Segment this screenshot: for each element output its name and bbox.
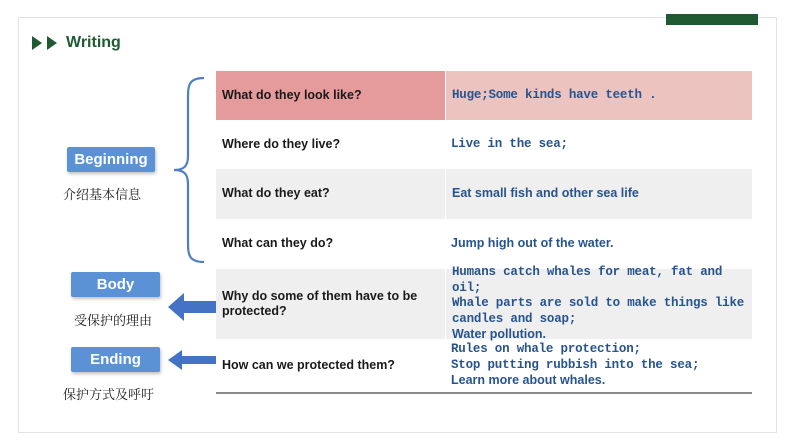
question-cell bbox=[216, 339, 445, 392]
curly-brace-icon bbox=[170, 76, 210, 264]
section-heading bbox=[32, 33, 121, 53]
table-row bbox=[216, 339, 752, 392]
answer-line: Humans catch whales for meat, fat and oil; bbox=[452, 265, 723, 295]
question-cell bbox=[216, 219, 445, 269]
answer-line: Live in the sea; bbox=[451, 136, 568, 151]
beginning-tag: Beginning bbox=[67, 147, 155, 172]
answer-line: Huge;Some kinds have teeth . bbox=[452, 87, 657, 102]
accent-bar bbox=[666, 14, 758, 25]
answer-line: Water pollution. bbox=[452, 327, 546, 342]
answer-line: Rules on whale protection; bbox=[451, 342, 641, 357]
answer-line: Stop putting rubbish into the sea; bbox=[451, 357, 700, 372]
table-bottom-rule bbox=[216, 392, 752, 394]
question-cell bbox=[216, 269, 445, 339]
heading-title: Writing bbox=[66, 34, 121, 51]
info-table bbox=[216, 71, 752, 392]
answer-line: candles and soap; bbox=[452, 311, 577, 326]
answer-line: Eat small fish and other sea life bbox=[452, 186, 639, 201]
table-row bbox=[216, 169, 752, 219]
question-text: How can we protected them? bbox=[222, 357, 395, 372]
body-tag: Body bbox=[71, 272, 160, 297]
body-note: 受保护的理由 bbox=[74, 314, 153, 329]
beginning-note: 介绍基本信息 bbox=[63, 188, 142, 203]
answer-cell bbox=[445, 339, 752, 392]
question-cell bbox=[216, 169, 445, 219]
play-icon bbox=[47, 36, 57, 50]
question-text: What can they do? bbox=[222, 236, 334, 251]
ending-note: 保护方式及呼吁 bbox=[63, 388, 155, 403]
left-arrow-icon bbox=[168, 350, 218, 370]
answer-cell bbox=[445, 120, 752, 169]
question-cell bbox=[216, 71, 445, 120]
answer-line: Learn more about whales. bbox=[451, 373, 606, 388]
answer-cell bbox=[445, 219, 752, 269]
question-text: What do they eat? bbox=[222, 186, 330, 201]
table-row bbox=[216, 219, 752, 269]
answer-line: Jump high out of the water. bbox=[451, 236, 614, 251]
table-row bbox=[216, 120, 752, 169]
question-text: What do they look like? bbox=[222, 87, 362, 102]
answer-line: Whale parts are sold to make things like bbox=[452, 296, 745, 311]
answer-cell bbox=[445, 169, 752, 219]
question-text: Why do some of them have to be protected? bbox=[222, 289, 418, 318]
question-cell bbox=[216, 120, 445, 169]
table-row bbox=[216, 71, 752, 120]
table-row bbox=[216, 265, 752, 342]
play-icon bbox=[32, 36, 42, 50]
answer-cell bbox=[445, 265, 752, 342]
answer-cell bbox=[445, 71, 752, 120]
ending-tag: Ending bbox=[71, 347, 160, 372]
left-arrow-icon bbox=[168, 290, 218, 324]
question-text: Where do they live? bbox=[222, 136, 341, 151]
